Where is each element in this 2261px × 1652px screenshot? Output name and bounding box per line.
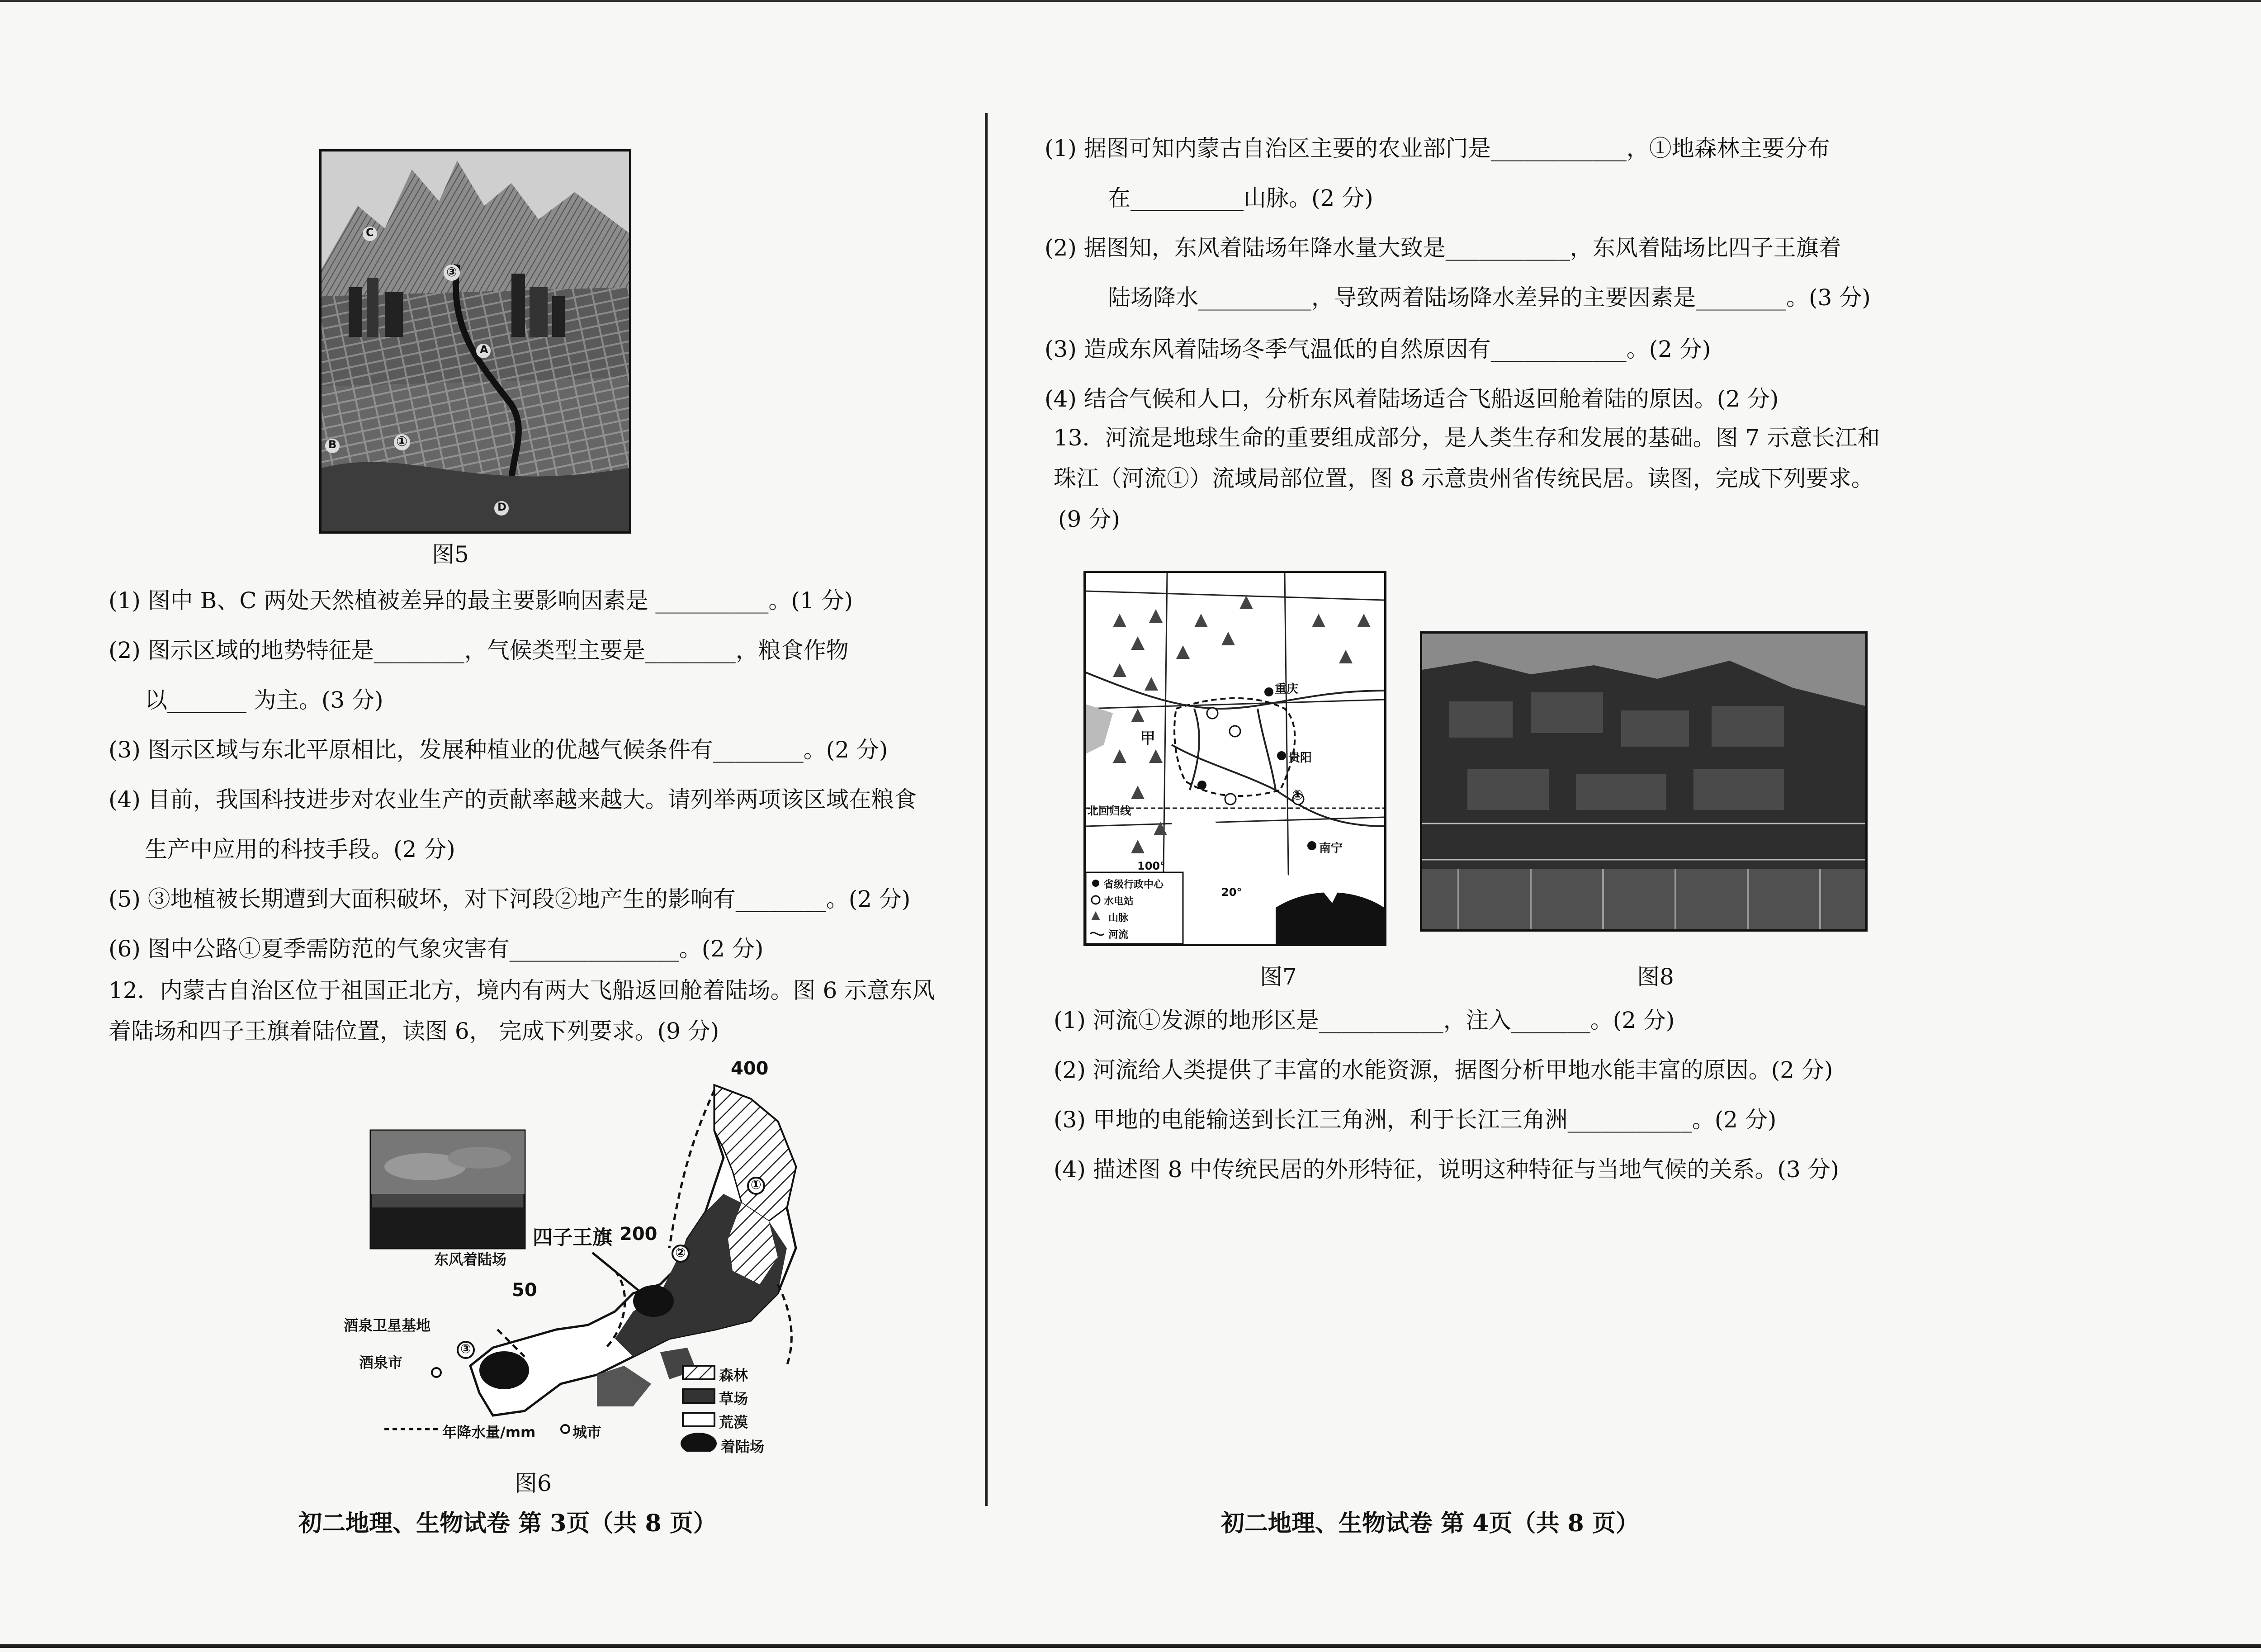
fig6-label-50: 50 — [512, 1280, 537, 1301]
q12-sub-1b: 在__________山脉。(2 分) — [1108, 185, 1373, 211]
fig6-legend-forest: 森林 — [719, 1367, 748, 1384]
figure-5-drawing — [322, 151, 629, 531]
figure-6-map — [344, 1058, 814, 1455]
fig6-label-200: 200 — [620, 1224, 657, 1245]
fig5-label-C: C — [366, 226, 374, 239]
fig6-label-400: 400 — [731, 1058, 769, 1079]
bottom-scan-edge — [0, 1644, 2261, 1648]
fig6-legend-desert: 荒漠 — [719, 1414, 748, 1431]
q11-line-8: (6) 图中公路①夏季需防范的气象灾害有_______________。(2 分) — [109, 936, 764, 962]
fig6-label-jiuquan-city: 酒泉市 — [359, 1354, 403, 1371]
fig6-circle-2: ② — [675, 1245, 686, 1260]
q13-sub-2: (2) 河流给人类提供了丰富的水能资源，据图分析甲地水能丰富的原因。(2 分) — [1054, 1057, 1833, 1083]
q12-sub-2a: (2) 据图知，东风着陆场年降水量大致是___________，东风着陆场比四子王旗着 — [1045, 235, 1841, 261]
fig5-label-B: B — [328, 438, 337, 451]
q11-line-6: 生产中应用的科技手段。(2 分) — [145, 836, 455, 862]
q13-sub-4: (4) 描述图 8 中传统民居的外形特征，说明这种特征与当地气候的关系。(3 分) — [1054, 1156, 1840, 1183]
q13-sub-1: (1) 河流①发源的地形区是___________，注入_______。(2 分) — [1054, 1007, 1675, 1033]
fig5-label-1: ① — [396, 434, 408, 450]
fig7-legend-capital: 省级行政中心 — [1104, 879, 1164, 890]
fig7-label-jia: 甲 — [1140, 729, 1155, 748]
q12-sub-1a: (1) 据图可知内蒙古自治区主要的农业部门是____________，①地森林主要分布 — [1045, 135, 1830, 161]
fig6-circle-3: ③ — [460, 1341, 471, 1356]
fig5-label-A: A — [480, 343, 488, 356]
fig6-legend-landing: 着陆场 — [721, 1438, 765, 1455]
page-3-footer: 初二地理、生物试卷 第 3页（共 8 页） — [298, 1510, 717, 1537]
q11-line-5: (4) 目前，我国科技进步对农业生产的贡献率越来越大。请列举两项该区域在粮食 — [109, 786, 917, 813]
q13-intro-line-3: (9 分) — [1058, 506, 1120, 532]
fig6-legend-rain: 年降水量/mm — [442, 1424, 536, 1441]
q11-line-2: (2) 图示区域的地势特征是________，气候类型主要是________，粮食作物 — [109, 637, 849, 663]
fig6-label-siziwangqi: 四子王旗 — [533, 1226, 612, 1249]
fig7-label-nanning: 南宁 — [1319, 842, 1343, 855]
fig7-label-guiyang: 贵阳 — [1288, 751, 1312, 765]
q13-sub-3: (3) 甲地的电能输送到长江三角洲，利于长江三角洲___________。(2 分) — [1054, 1107, 1777, 1133]
fig6-label-jiuquan-base: 酒泉卫星基地 — [344, 1317, 431, 1334]
page-divider — [985, 113, 988, 1506]
fig7-label-circle1: ① — [1292, 787, 1304, 803]
figure-7-map — [1083, 571, 1386, 946]
figure-8-caption: 图8 — [1637, 964, 1674, 990]
fig7-label-lon100: 100° — [1137, 860, 1166, 872]
figure-5-landscape — [319, 149, 631, 534]
q12-sub-4: (4) 结合气候和人口，分析东风着陆场适合飞船返回舱着陆的原因。(2 分) — [1045, 386, 1779, 412]
fig6-legend-grass: 草场 — [719, 1390, 748, 1407]
q11-line-3: 以_______ 为主。(3 分) — [145, 687, 383, 713]
q13-intro-line-2: 珠江（河流①）流域局部位置，图 8 示意贵州省传统民居。读图，完成下列要求。 — [1054, 465, 1874, 492]
q12-sub-3: (3) 造成东风着陆场冬季气温低的自然原因有____________。(2 分) — [1045, 336, 1711, 362]
fig7-label-tropic: 北回归线 — [1088, 805, 1131, 817]
fig5-label-D: D — [497, 501, 506, 513]
fig7-legend-mountain: 山脉 — [1108, 913, 1129, 924]
q13-intro-line-1: 13．河流是地球生命的重要组成部分，是人类生存和发展的基础。图 7 示意长江和 — [1054, 425, 1880, 451]
fig7-legend-hydro: 水电站 — [1104, 896, 1134, 907]
page-4-footer: 初二地理、生物试卷 第 4页（共 8 页） — [1221, 1510, 1639, 1537]
fig7-legend-river: 河流 — [1108, 929, 1129, 941]
fig6-label-dongfeng: 东风着陆场 — [434, 1251, 507, 1268]
q11-line-7: (5) ③地植被长期遭到大面积破坏，对下河段②地产生的影响有________。(2 分) — [109, 886, 911, 912]
figure-8-drawing — [1422, 634, 1865, 929]
figure-7-caption: 图7 — [1260, 964, 1297, 990]
figure-6-caption: 图6 — [515, 1470, 552, 1496]
figure-5-caption: 图5 — [432, 541, 469, 568]
q12-intro-line-2: 着陆场和四子王旗着陆位置，读图 6， 完成下列要求。(9 分) — [109, 1018, 719, 1044]
q11-line-1: (1) 图中 B、C 两处天然植被差异的最主要影响因素是 __________。(1 分) — [109, 587, 853, 614]
fig5-label-3: ③ — [446, 265, 457, 279]
q12-sub-2b: 陆场降水__________，导致两着陆场降水差异的主要因素是________。(3 分) — [1108, 284, 1871, 311]
fig6-circle-1: ① — [751, 1177, 762, 1192]
q11-line-4: (3) 图示区域与东北平原相比，发展种植业的优越气候条件有________。(2 分) — [109, 737, 888, 763]
fig7-label-chongqing: 重庆 — [1275, 682, 1299, 696]
top-scan-edge — [0, 0, 2261, 2]
fig6-legend-city: 城市 — [572, 1424, 602, 1441]
figure-8-photo — [1420, 631, 1868, 932]
q12-intro-line-1: 12．内蒙古自治区位于祖国正北方，境内有两大飞船返回舱着陆场。图 6 示意东风 — [109, 977, 935, 1004]
fig7-label-lat20: 20° — [1221, 886, 1242, 899]
